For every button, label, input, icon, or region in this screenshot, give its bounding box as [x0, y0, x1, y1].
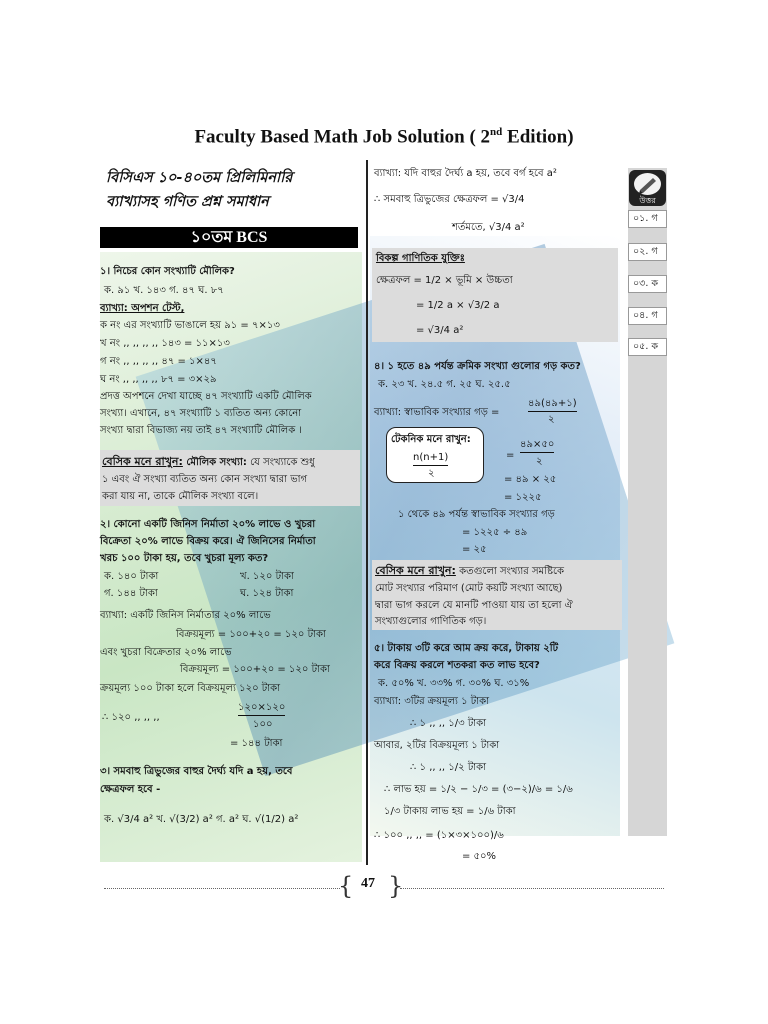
- question-1-options: ক. ৯১ খ. ১৪৩ গ. ৪৭ ঘ. ৮৭: [104, 285, 224, 296]
- explanation-line: ব্যাখ্যা: একটি জিনিস নির্মাতার ২০% লাভে: [100, 610, 271, 621]
- alternative-line: = 1/2 a × √3/2 a: [416, 300, 500, 311]
- fraction-numerator: ৪৯×৫০: [520, 437, 554, 453]
- question-4-options: ক. ২৩ খ. ২৪.৫ গ. ২৫ ঘ. ২৫.৫: [378, 379, 511, 390]
- explanation-line: = ৪৯ × ২৫: [504, 474, 557, 485]
- explanation-line: খ নং ,, ,, ,, ,, ১৪৩ = ১১×১৩: [100, 338, 230, 349]
- question-2: বিক্রেতা ২০% লাভে বিক্রয় করে। ঐ জিনিসের নির্মাতা: [100, 536, 316, 547]
- answer-item: ০৪. গ: [628, 307, 667, 325]
- alternative-title: বিকল্প গাণিতিক যুক্তিঃ: [376, 253, 465, 264]
- footer-divider-left: [104, 888, 340, 889]
- explanation-line: ∴ ১ ,, ,, ১/২ টাকা: [410, 762, 487, 773]
- explanation-line: এবং খুচরা বিক্রেতার ২০% লাভে: [100, 647, 232, 658]
- explanation-line: ঘ নং ,, ,, ,, ,, ৮৭ = ৩×২৯: [100, 374, 217, 385]
- section-bar: ১০তম BCS: [100, 227, 358, 248]
- page-title: Faculty Based Math Job Solution ( 2nd Edition): [194, 126, 574, 148]
- explanation-line: ক নং এর সংখ্যাটি ভাঙালে হয় ৯১ = ৭×১৩: [100, 320, 280, 331]
- explanation-line: ∴ ১২০ ,, ,, ,,: [102, 712, 160, 723]
- answer-item: ০৩. ক: [628, 275, 667, 293]
- question-2: ২। কোনো একটি জিনিস নির্মাতা ২০% লাভে ও খুচরা: [100, 519, 316, 530]
- technique-title: টেকনিক মনে রাখুন:: [391, 434, 471, 445]
- explanation-line: আবার, ২টির বিক্রয়মূল্য ১ টাকা: [374, 740, 500, 751]
- explanation-line: ১/৩ টাকায় লাভ হয় = ১/৬ টাকা: [384, 806, 516, 817]
- alternative-line: = √3/4 a²: [416, 325, 464, 336]
- basic-note-line: সংখ্যাগুলোর গাণিতিক গড়।: [375, 616, 487, 627]
- column-divider: [366, 160, 368, 865]
- answer-item: ০৫. ক: [628, 338, 667, 356]
- explanation-line: বিক্রয়মূল্য = ১০০+২০ = ১২০ টাকা: [176, 629, 326, 640]
- explanation-title: ব্যাখ্যা: অপশন টেস্ট,: [100, 303, 185, 314]
- explanation-line: সংখ্যা। এখানে, ৪৭ সংখ্যাটি ১ ব্যতিত অন্য কোনো: [100, 408, 302, 419]
- basic-note-line: বেসিক মনে রাখুন: কতগুলো সংখ্যার সমষ্টিকে: [375, 564, 564, 577]
- fraction-denominator: ২: [536, 456, 543, 467]
- basic-note-line: মোট সংখ্যার পরিমাণ (মোট কয়টি সংখ্যা আছে): [375, 583, 563, 594]
- explanation-line: বিক্রয়মূল্য = ১০০+২০ = ১২০ টাকা: [180, 664, 330, 675]
- basic-note-line: দ্বারা ভাগ করলে যে মানটি পাওয়া যায় তা হলো ঐ: [375, 600, 573, 611]
- fraction-numerator: ১২০×১২০: [238, 700, 285, 716]
- option-d: ঘ. ১২৪ টাকা: [240, 588, 294, 599]
- explanation-line: ব্যাখ্যা: ৩টির ক্রয়মূল্য ১ টাকা: [374, 696, 490, 707]
- fraction-denominator: ২: [548, 414, 555, 425]
- explanation-line: শর্তমতে, √3/4 a²: [452, 222, 525, 233]
- pen-icon: [634, 173, 661, 195]
- explanation-line: ক্রয়মূল্য ১০০ টাকা হলে বিক্রয়মূল্য ১২০ টাকা: [100, 683, 281, 694]
- question-1: ১। নিচের কোন সংখ্যাটি মৌলিক?: [100, 266, 235, 277]
- answer-label: উত্তর: [639, 196, 656, 205]
- explanation-line: ব্যাখ্যা: যদি বাহুর দৈর্ঘ্য a হয়, তবে বর্গ হবে a²: [374, 168, 557, 179]
- question-5: ৫। টাকায় ৩টি করে আম ক্রয় করে, টাকায় ২টি: [374, 643, 559, 654]
- question-3-options: ক. √3/4 a² খ. √(3/2) a² গ. a² ঘ. √(1/2) a²: [104, 814, 299, 825]
- question-5: করে বিক্রয় করলে শতকরা কত লাভ হবে?: [374, 660, 540, 671]
- technique-numerator: n(n+1): [413, 450, 448, 466]
- answer-item: ০২. গ: [628, 243, 667, 261]
- page-number: 47: [361, 876, 375, 891]
- technique-denominator: ২: [428, 468, 435, 479]
- right-bracket-icon: }: [388, 872, 404, 900]
- explanation-line: ∴ লাভ হয় = ১/২ − ১/৩ = (৩−২)/৬ = ১/৬: [384, 784, 573, 795]
- basic-note-line: ১ এবং ঐ সংখ্যা ব্যতিত অন্য কোন সংখ্যা দ্বারা ভাগ: [102, 474, 308, 485]
- question-3: ক্ষেত্রফল হবে -: [100, 784, 161, 795]
- explanation-line: = ১২২৫: [504, 492, 542, 503]
- explanation-line: ∴ ১ ,, ,, ১/৩ টাকা: [410, 718, 487, 729]
- question-4: ৪। ১ হতে ৪৯ পর্যন্ত ক্রমিক সংখ্যা গুলোর গড় কত?: [374, 361, 581, 372]
- alternative-line: ক্ষেত্রফল = 1/2 × ভূমি × উচ্চতা: [376, 275, 513, 286]
- left-bracket-icon: {: [338, 872, 354, 900]
- answer-column: [628, 168, 667, 836]
- explanation-line: ব্যাখ্যা: স্বাভাবিক সংখ্যার গড় =: [374, 407, 500, 418]
- option-a: ক. ১৪০ টাকা: [104, 571, 159, 582]
- option-b: খ. ১২০ টাকা: [240, 571, 294, 582]
- fraction-numerator: ৪৯(৪৯+১): [528, 396, 577, 412]
- basic-note-line: করা যায় না, তাকে মৌলিক সংখ্যা বলে।: [102, 491, 259, 502]
- chapter-heading: বিসিএস ১০-৪০তম প্রিলিমিনারি ব্যাখ্যাসহ গণিত প্রশ্ন সমাধান: [106, 170, 293, 210]
- explanation-line: সংখ্যা দ্বারা বিভাজ্য নয় তাই ৪৭ সংখ্যাটি মৌলিক ।: [100, 425, 302, 436]
- option-c: গ. ১৪৪ টাকা: [104, 588, 158, 599]
- explanation-line: = ১২২৫ ÷ ৪৯: [462, 527, 528, 538]
- explanation-line: ১ থেকে ৪৯ পর্যন্ত স্বাভাবিক সংখ্যার গড়: [398, 509, 555, 520]
- question-3: ৩। সমবাহু ত্রিভুজের বাহুর দৈর্ঘ্য যদি a হয়, তবে: [100, 766, 293, 777]
- equals-sign: =: [506, 450, 515, 461]
- basic-note-line: বেসিক মনে রাখুন: মৌলিক সংখ্যা: যে সংখ্যাকে শুধু: [102, 455, 315, 468]
- explanation-line: প্রদত্ত অপশনে দেখা যাচ্ছে ৪৭ সংখ্যাটি একটি মৌলিক: [100, 391, 312, 402]
- explanation-line: = ২৫: [462, 544, 487, 555]
- answer-item: ০১. গ: [628, 210, 667, 228]
- explanation-line: গ নং ,, ,, ,, ,, ৪৭ = ১×৪৭: [100, 356, 217, 367]
- question-5-options: ক. ৫০% খ. ৩৩% গ. ৩০% ঘ. ৩১%: [378, 678, 530, 689]
- footer-divider-right: [400, 888, 664, 889]
- explanation-line: ∴ ১০০ ,, ,, = (১×৩×১০০)/৬: [374, 830, 504, 841]
- fraction-denominator: ১০০: [253, 719, 273, 730]
- explanation-result: = ৫০%: [462, 851, 497, 862]
- explanation-result: = ১৪৪ টাকা: [230, 738, 283, 749]
- explanation-line: ∴ সমবাহু ত্রিভুজের ক্ষেত্রফল = √3/4: [374, 194, 525, 205]
- question-2: খরচ ১০০ টাকা হয়, তবে খুচরা মূল্য কত?: [100, 553, 269, 564]
